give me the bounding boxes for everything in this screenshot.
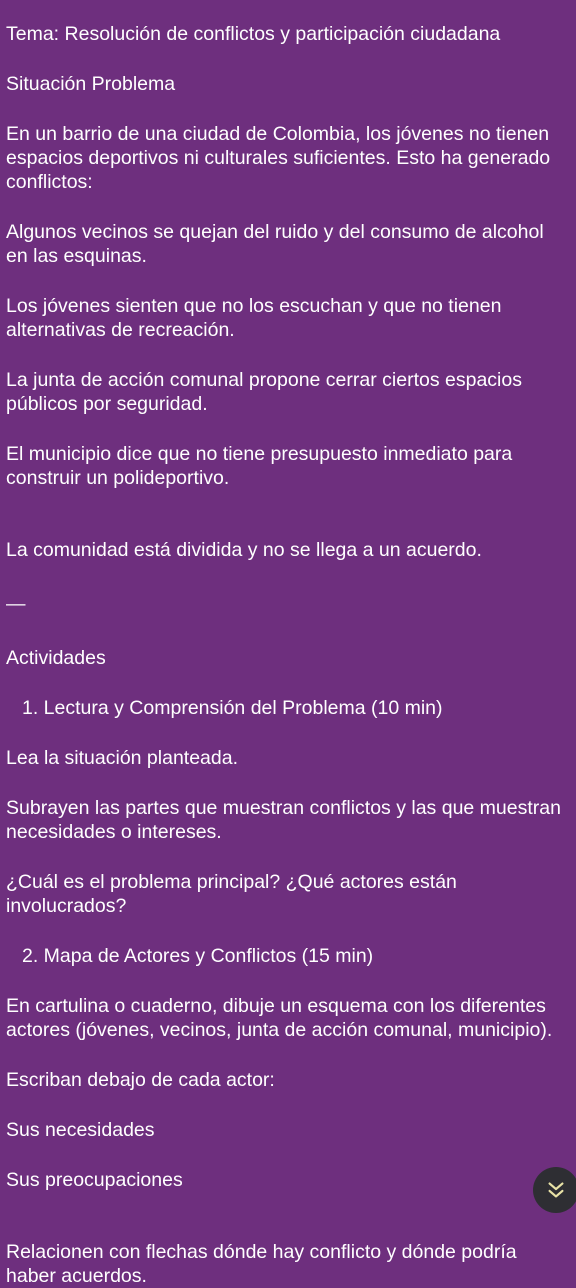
- situation-paragraph: Los jóvenes sienten que no los escuchan y que no tienen alternativas de recreación.: [6, 295, 502, 341]
- activity-1-item: Lea la situación planteada.: [6, 747, 239, 769]
- situation-paragraph: La comunidad está dividida y no se llega a un acuerdo.: [6, 539, 482, 561]
- scroll-down-button[interactable]: [533, 1167, 576, 1213]
- double-chevron-down-icon: [545, 1179, 567, 1201]
- activity-2-item: En cartulina o cuaderno, dibuje un esquema con los diferentes actores (jóvenes, vecinos, junta de acción comunal, municipio).: [6, 995, 553, 1041]
- activity-2-item: Escriban debajo de cada actor:: [6, 1069, 275, 1091]
- section-separator: —: [6, 593, 26, 615]
- activity-2-heading: 2. Mapa de Actores y Conflictos (15 min): [22, 945, 374, 967]
- situation-paragraph: En un barrio de una ciudad de Colombia, los jóvenes no tienen espacios deportivos ni culturales suficientes. Esto ha generado conflictos:: [6, 123, 551, 193]
- activity-2-item: Relacionen con flechas dónde hay conflicto y dónde podría haber acuerdos.: [6, 1241, 517, 1287]
- activity-1-item: ¿Cuál es el problema principal? ¿Qué actores están involucrados?: [6, 871, 457, 917]
- activity-2-item: Sus preocupaciones: [6, 1169, 183, 1191]
- activity-2-item: Sus necesidades: [6, 1119, 155, 1141]
- situation-paragraph: El municipio dice que no tiene presupuesto inmediato para construir un polideportivo.: [6, 443, 513, 489]
- situation-heading: Situación Problema: [6, 73, 176, 95]
- activities-heading: Actividades: [6, 647, 106, 669]
- activity-1-heading: 1. Lectura y Comprensión del Problema (10 min): [22, 697, 443, 719]
- document-content: [6, 22, 566, 1288]
- topic-title: Tema: Resolución de conflictos y participación ciudadana: [6, 23, 501, 45]
- situation-paragraph: La junta de acción comunal propone cerrar ciertos espacios públicos por seguridad.: [6, 369, 522, 415]
- situation-paragraph: Algunos vecinos se quejan del ruido y del consumo de alcohol en las esquinas.: [6, 221, 544, 267]
- activity-1-item: Subrayen las partes que muestran conflictos y las que muestran necesidades o intereses.: [6, 797, 561, 843]
